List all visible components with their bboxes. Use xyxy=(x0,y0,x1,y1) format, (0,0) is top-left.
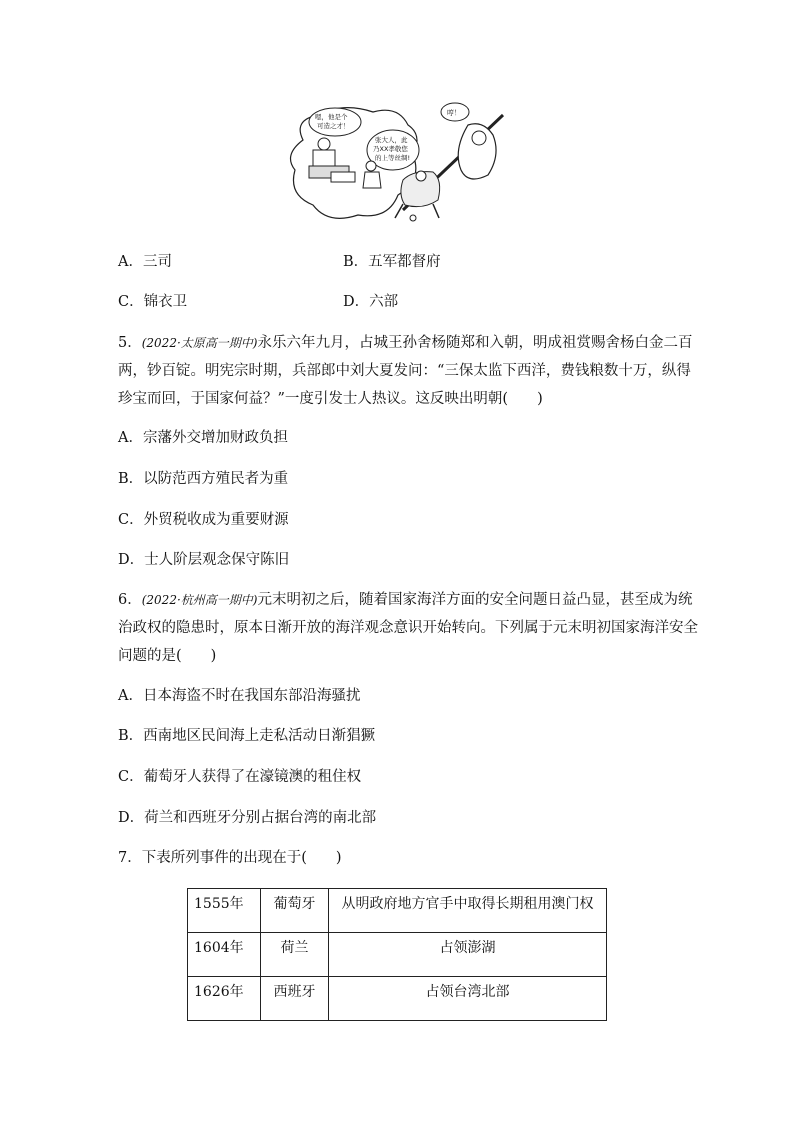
q5-stem-line-1 xyxy=(118,333,692,353)
year-cell: 1604年 xyxy=(188,933,261,977)
option-text: 宗藩外交增加财政负担 xyxy=(142,430,288,446)
option-letter: D． xyxy=(118,810,145,826)
option-text: 西南地区民间海上走私活动日渐猖獗 xyxy=(143,728,376,744)
year-cell: 1555年 xyxy=(188,889,261,933)
q4-option-b[interactable] xyxy=(343,252,441,272)
q5-source: (2022·太原高一期中) xyxy=(141,336,258,350)
option-text: 荷兰和西班牙分别占据台湾的南北部 xyxy=(144,810,377,826)
option-text: 日本海盗不时在我国东部沿海骚扰 xyxy=(142,688,361,704)
event-cell: 占领台湾北部 xyxy=(329,977,607,1021)
bubble-left-text: 嗯，他是个 xyxy=(315,113,348,121)
q7-stem xyxy=(118,848,342,868)
option-text: 六部 xyxy=(369,294,399,310)
q6-number: 6． xyxy=(118,592,142,608)
q5-option-c[interactable] xyxy=(118,510,289,530)
q6-stem-line-3: 问题的是( ) xyxy=(118,648,217,664)
table-row xyxy=(188,889,607,933)
country-cell: 西班牙 xyxy=(261,977,329,1021)
option-text: 三司 xyxy=(142,254,172,270)
q5-option-a[interactable] xyxy=(118,428,288,448)
q6-source: (2022·杭州高一期中) xyxy=(141,593,258,607)
event-cell: 从明政府地方官手中取得长期租用澳门权 xyxy=(329,889,607,933)
option-letter: C． xyxy=(118,769,144,785)
q7-stem-text: 下表所列事件的出现在于( ) xyxy=(141,850,342,866)
q6-stem-line-1 xyxy=(118,590,692,610)
q4-option-a[interactable] xyxy=(118,252,172,272)
q5-number: 5． xyxy=(118,335,142,351)
event-cell: 占领澎湖 xyxy=(329,933,607,977)
year-cell: 1626年 xyxy=(188,977,261,1021)
option-letter: C． xyxy=(118,512,144,528)
option-letter: A． xyxy=(118,254,143,270)
svg-text:张大人，此: 张大人，此 xyxy=(375,136,408,144)
q5-option-d[interactable] xyxy=(118,550,289,570)
option-letter: B． xyxy=(118,471,144,487)
colonial-events-table xyxy=(187,888,607,1021)
q6-stem-text-1: 元末明初之后，随着国家海洋方面的安全问题日益凸显，甚至成为统 xyxy=(257,592,693,608)
q4-option-c[interactable] xyxy=(118,292,187,312)
option-letter: C． xyxy=(118,294,144,310)
q5-stem-line-3: 珍宝而回，于国家何益？”一度引发士人热议。这反映出明朝( ) xyxy=(118,391,543,407)
option-text: 葡萄牙人获得了在濠镜澳的租住权 xyxy=(143,769,362,785)
svg-text:可造之才！: 可造之才！ xyxy=(317,122,350,130)
table-row xyxy=(188,977,607,1021)
q5-option-b[interactable] xyxy=(118,469,288,489)
option-letter: B． xyxy=(343,254,369,270)
option-letter: B． xyxy=(118,728,144,744)
option-letter: A． xyxy=(118,430,143,446)
option-letter: D． xyxy=(343,294,370,310)
option-text: 五军都督府 xyxy=(368,254,441,270)
q6-option-a[interactable] xyxy=(118,686,360,706)
option-letter: A． xyxy=(118,688,143,704)
svg-text:哼！: 哼！ xyxy=(447,109,461,117)
political-cartoon-illustration xyxy=(283,100,513,225)
q5-stem-line-2: 两，钞百锭。明宪宗时期，兵部郎中刘大夏发问：“三保太监下西洋，费钱粮数十万，纵得 xyxy=(118,363,691,379)
option-letter: D． xyxy=(118,552,145,568)
option-text: 锦衣卫 xyxy=(143,294,188,310)
table-row xyxy=(188,933,607,977)
q7-number: 7． xyxy=(118,850,142,866)
svg-text:的上等丝绸!: 的上等丝绸! xyxy=(375,154,411,162)
q6-option-d[interactable] xyxy=(118,808,376,828)
q5-stem-text-1: 永乐六年九月，占城王孙舍杨随郑和入朝，明成祖赏赐舍杨白金二百 xyxy=(257,335,693,351)
q6-option-c[interactable] xyxy=(118,767,361,787)
country-cell: 葡萄牙 xyxy=(261,889,329,933)
q6-option-b[interactable] xyxy=(118,726,375,746)
option-text: 以防范西方殖民者为重 xyxy=(143,471,289,487)
option-text: 外贸税收成为重要财源 xyxy=(143,512,289,528)
country-cell: 荷兰 xyxy=(261,933,329,977)
q6-stem-line-2: 治政权的隐患时，原本日渐开放的海洋观念意识开始转向。下列属于元末明初国家海洋安全 xyxy=(118,620,698,636)
q4-option-d[interactable] xyxy=(343,292,398,312)
option-text: 士人阶层观念保守陈旧 xyxy=(144,552,290,568)
svg-text:乃XX孝敬您: 乃XX孝敬您 xyxy=(373,145,408,153)
